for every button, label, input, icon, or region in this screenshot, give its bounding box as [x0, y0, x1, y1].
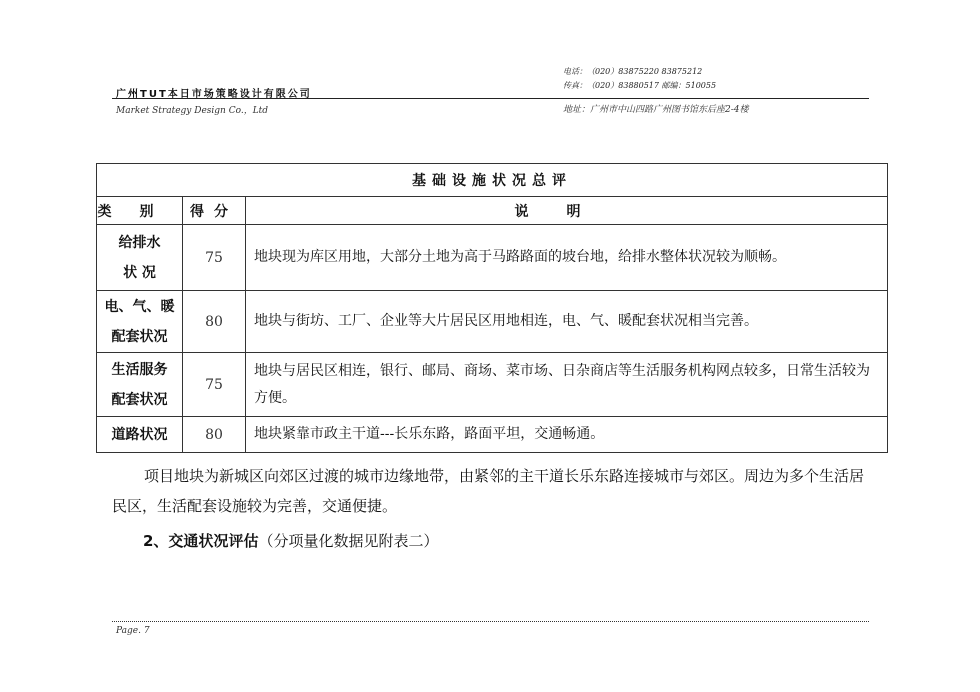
category-line: 生活服务 [111, 361, 168, 378]
header-divider [112, 98, 869, 99]
row-description: 地块与居民区相连，银行、邮局、商场、菜市场、日杂商店等生活服务机构网点较多，日常生活较为方便。 [246, 353, 888, 417]
table-row [97, 353, 888, 417]
row-category [97, 225, 183, 291]
category-line: 配套状况 [111, 328, 168, 345]
header-fax: 传真：（020）83880517 邮编：510055 [563, 81, 717, 90]
row-description: 地块紧靠市政主干道---长乐东路，路面平坦，交通畅通。 [246, 417, 888, 453]
category-line: 配套状况 [111, 391, 168, 408]
row-description: 地块与街坊、工厂、企业等大片居民区用地相连，电、气、暖配套状况相当完善。 [246, 291, 888, 353]
header-score: 得分 [183, 197, 246, 225]
row-score: 80 [183, 417, 246, 453]
row-score: 75 [183, 225, 246, 291]
row-category: 道路状况 [97, 417, 183, 453]
section-note: （分项量化数据见附表二） [258, 532, 439, 550]
table-header-row [97, 197, 888, 225]
category-line: 状 况 [123, 264, 156, 281]
row-category [97, 291, 183, 353]
table-row [97, 417, 888, 453]
summary-paragraph: 项目地块为新城区向郊区过渡的城市边缘地带，由紧邻的主干道长乐东路连接城市与郊区。周边为多个生活居民区，生活配套设施较为完善，交通便捷。 [112, 467, 865, 515]
header-description: 说明 [246, 197, 888, 225]
company-name-en: Market Strategy Design Co.，Ltd [116, 106, 269, 116]
table-row [97, 291, 888, 353]
header-address: 地址：广州市中山四路广州图书馆东后座2-4楼 [563, 105, 749, 115]
row-score: 80 [183, 291, 246, 353]
header-category: 类别 [97, 197, 183, 225]
infrastructure-table [96, 163, 888, 453]
footer-divider [112, 621, 869, 622]
section-heading [143, 530, 438, 551]
table-row [97, 225, 888, 291]
row-category [97, 353, 183, 417]
category-line: 电、气、暖 [104, 298, 175, 315]
section-title: 2、交通状况评估 [143, 532, 259, 550]
row-description: 地块现为库区用地，大部分土地为高于马路路面的坡台地，给排水整体状况较为顺畅。 [246, 225, 888, 291]
table-title: 基础设施状况总评 [97, 164, 888, 197]
page-number: Page. 7 [116, 626, 150, 636]
header-phone: 电话：（020）83875220 83875212 [563, 67, 703, 76]
row-score: 75 [183, 353, 246, 417]
company-name-cn: 广州TUT本日市场策略设计有限公司 [116, 89, 312, 100]
category-line: 给排水 [118, 234, 161, 251]
